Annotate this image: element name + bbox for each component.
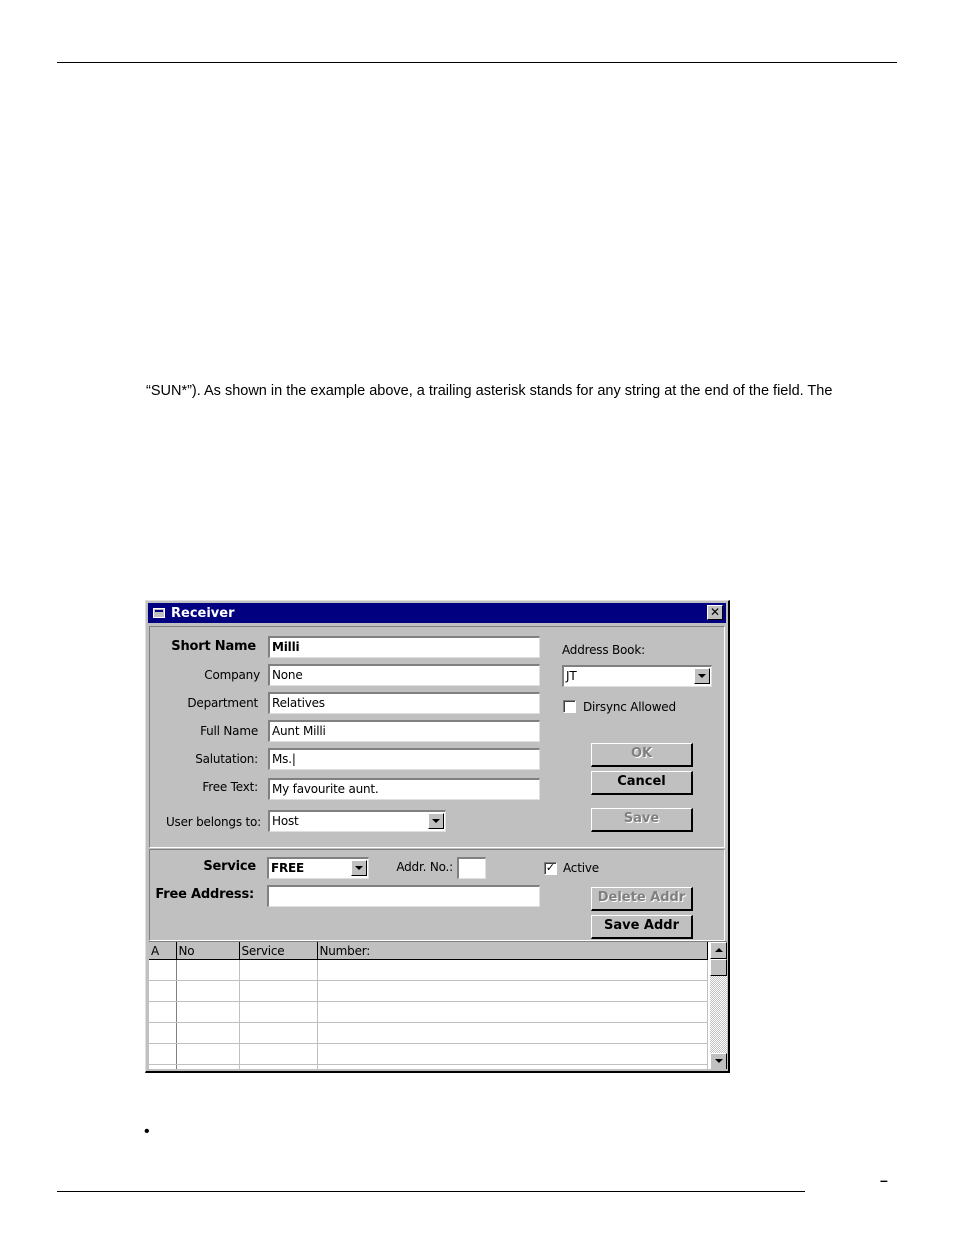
- vertical-scrollbar[interactable]: [710, 942, 727, 1069]
- short-name-input[interactable]: Milli: [268, 636, 540, 658]
- scroll-up-icon[interactable]: [710, 942, 727, 959]
- table-cell[interactable]: [239, 960, 317, 981]
- table-cell[interactable]: [176, 1065, 239, 1070]
- table-cell[interactable]: [239, 1044, 317, 1065]
- user-belongs-to-select[interactable]: [268, 810, 446, 832]
- grid-header-row: [149, 942, 708, 960]
- address-book-value: JT: [566, 669, 577, 683]
- addr-no-label: Addr. No.:: [396, 860, 453, 874]
- user-belongs-to-label: User belongs to:: [165, 815, 261, 829]
- address-grid[interactable]: [149, 941, 727, 1069]
- free-text-input[interactable]: My favourite aunt.: [268, 778, 540, 800]
- footer-mark: –: [880, 1172, 888, 1188]
- table-cell[interactable]: [239, 1065, 317, 1070]
- service-select[interactable]: [267, 857, 369, 879]
- footer-rule: [57, 1191, 805, 1192]
- table-cell[interactable]: [176, 1002, 239, 1023]
- address-book-select[interactable]: [562, 665, 712, 687]
- table-cell[interactable]: [317, 981, 708, 1002]
- table-cell[interactable]: [149, 1023, 176, 1044]
- column-header-service[interactable]: Service: [239, 942, 317, 960]
- free-text-label: Free Text:: [202, 780, 258, 794]
- save-addr-button[interactable]: Save Addr: [591, 915, 693, 939]
- addr-no-input[interactable]: [457, 857, 486, 879]
- table-row[interactable]: [149, 1002, 708, 1023]
- chevron-down-icon[interactable]: [351, 860, 367, 876]
- close-icon: ✕: [709, 605, 721, 619]
- free-address-label: Free Address:: [155, 887, 254, 902]
- table-cell[interactable]: [239, 1023, 317, 1044]
- user-belongs-to-value: Host: [272, 814, 299, 828]
- table-cell[interactable]: [317, 1044, 708, 1065]
- save-button[interactable]: Save: [591, 808, 693, 832]
- paragraph-line: “SUN*”). As shown in the example above, a trailing asterisk stands for any string at the end of the field. The: [146, 383, 833, 399]
- chevron-down-icon[interactable]: [428, 813, 444, 829]
- window-icon: [153, 608, 165, 618]
- table-cell[interactable]: [149, 1044, 176, 1065]
- free-address-input[interactable]: [267, 885, 540, 907]
- column-header-no[interactable]: No: [176, 942, 239, 960]
- address-panel: [149, 849, 725, 941]
- table-cell[interactable]: [317, 1065, 708, 1070]
- address-book-label: Address Book:: [562, 643, 645, 657]
- table-cell[interactable]: [176, 1044, 239, 1065]
- table-cell[interactable]: [149, 981, 176, 1002]
- table-cell[interactable]: [317, 1023, 708, 1044]
- table-cell[interactable]: [317, 1002, 708, 1023]
- department-label: Department: [187, 696, 258, 710]
- table-cell[interactable]: [317, 960, 708, 981]
- table-cell[interactable]: [149, 1065, 176, 1070]
- dirsync-allowed-checkbox[interactable]: [563, 700, 576, 713]
- table-cell[interactable]: [176, 960, 239, 981]
- service-value: FREE: [271, 861, 305, 875]
- window-title: Receiver: [171, 605, 235, 621]
- ok-button[interactable]: OK: [591, 743, 693, 767]
- table-row[interactable]: [149, 1023, 708, 1044]
- table-row[interactable]: [149, 960, 708, 981]
- title-bar[interactable]: [148, 603, 726, 623]
- cancel-button[interactable]: Cancel: [591, 771, 693, 795]
- salutation-label: Salutation:: [195, 752, 258, 766]
- active-checkbox[interactable]: ✓: [545, 861, 556, 874]
- table-row[interactable]: [149, 981, 708, 1002]
- chevron-down-icon[interactable]: [694, 668, 710, 684]
- delete-addr-button[interactable]: Delete Addr: [591, 887, 693, 911]
- short-name-label: Short Name: [171, 639, 256, 654]
- table-cell[interactable]: [149, 960, 176, 981]
- full-name-input[interactable]: Aunt Milli: [268, 720, 540, 742]
- header-rule: [57, 62, 897, 63]
- receiver-dialog: [145, 600, 730, 1073]
- table-cell[interactable]: [239, 981, 317, 1002]
- company-input[interactable]: None: [268, 664, 540, 686]
- receiver-details-panel: [149, 626, 725, 848]
- table-cell[interactable]: [239, 1002, 317, 1023]
- company-label: Company: [204, 668, 260, 682]
- table-cell[interactable]: [176, 1023, 239, 1044]
- department-input[interactable]: Relatives: [268, 692, 540, 714]
- column-header-a[interactable]: A: [149, 942, 176, 960]
- table-row[interactable]: [149, 1065, 708, 1070]
- active-label: Active: [563, 861, 599, 875]
- salutation-input[interactable]: Ms.|: [268, 748, 540, 770]
- scroll-thumb[interactable]: [710, 959, 727, 976]
- address-table: [149, 942, 708, 1069]
- full-name-label: Full Name: [200, 724, 258, 738]
- table-cell[interactable]: [176, 981, 239, 1002]
- service-label: Service: [203, 859, 256, 874]
- scroll-down-icon[interactable]: [710, 1053, 727, 1069]
- table-cell[interactable]: [149, 1002, 176, 1023]
- bullet-point: •: [144, 1123, 150, 1140]
- table-row[interactable]: [149, 1044, 708, 1065]
- dirsync-allowed-label: Dirsync Allowed: [583, 700, 676, 714]
- column-header-number[interactable]: Number:: [317, 942, 708, 960]
- close-button[interactable]: [707, 605, 723, 620]
